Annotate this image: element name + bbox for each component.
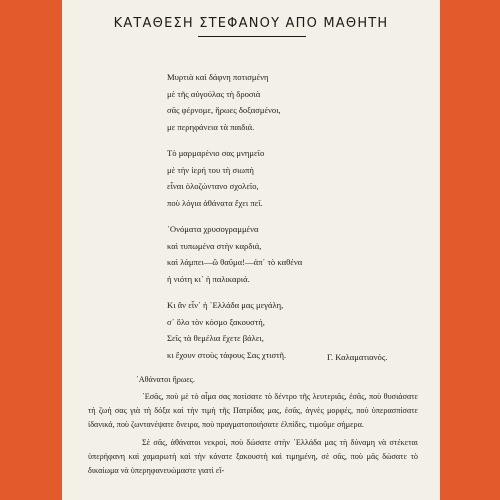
poem-line: καὶ τυπωμένα στὴν καρδιά, [167, 240, 262, 251]
prose-section [88, 373, 418, 481]
poem [167, 69, 417, 363]
title-underline [198, 36, 306, 37]
poem-line: Σεῖς τὰ θεμέλια ἔχετε βάλει, [167, 333, 264, 343]
prose-paragraph: Σὲ σᾶς, ἀθάνατοι νεκροί, ποὺ δώσατε στὴν ῾Ελλάδα μας τὴ δύναμη νὰ στέκεται ὑπερήφανη καὶ χαμαρωτὴ καὶ τὴν κάνατε ξακουστὴ καὶ τιμημένη, σὲ σᾶς, ποὺ μᾶς δώσατε τὸ δικαίωμα νὰ ὑπερηφανευώμαστε γιατὶ εἴ- [88, 437, 418, 476]
poem-line: σ᾿ ὅλο τὸν κόσμο ξακουστή, [167, 316, 265, 327]
prose-paragraph: ᾿Εσᾶς, ποὺ μὲ τὸ αἷμα σας ποτίσατε τὸ δέντρο τῆς λευτεριᾶς, ἐσᾶς, ποὺ θυσιάσατε τὴ ζωή σας γιὰ τὴ δόξα καὶ τὴν τιμὴ τῆς Πατρίδας μας, ἐσᾶς, ἁγνὲς μορφές, ποὺ ὑπερασπίσατε ἰδανικά, ποὺ ζωντανέψατε ὄνειρα, ποὺ πραγματοποιήσατε ἐλπίδες, τιμοῦμε σήμερα. [88, 392, 418, 430]
poem-line: Κι ἂν εἶν᾿ ἡ ῾Ελλάδα μας μεγάλη, [167, 300, 284, 310]
poem-line: εἶναι ὁλοζώντανο σχολεῖο, [167, 181, 259, 191]
poem-line: Τὸ μαρμαρένιο σας μνημεῖο [167, 148, 265, 158]
poem-line: σᾶς φέρνομε, ἥρωες δοξασμένοι, [167, 105, 281, 115]
stanza [167, 69, 417, 135]
poem-line: κι ἔχουν στοὺς τάφους Σας χτιστῆ. [167, 349, 287, 360]
poem-author: Γ. Καλαματιανός. [327, 352, 388, 362]
poem-line: μὲ τὴν ἱερή του τὴ σιωπή [167, 164, 254, 175]
prose-heading: ᾿Αθάνατοι ἥρωες. [136, 375, 195, 384]
poem-line: καὶ λάμπει—ὢ θαῦμα!—ἀπ᾿ τὸ καθένα [167, 257, 303, 267]
poem-line: με περηφάνεια τὰ παιδιά. [167, 121, 255, 132]
poem-line: Μυρτιὰ καὶ δάφνη ποτισμένη [167, 72, 269, 82]
document-page [62, 0, 440, 500]
poem-line: μὲ τῆς αὐγούλας τὴ δροσιὰ [167, 88, 261, 99]
poem-line: ᾿Ονόματα χρυσογραμμένα [167, 224, 259, 234]
stanza [167, 221, 417, 287]
poem-line: ἡ νιότη κι᾿ ἡ παλικαριά. [167, 273, 250, 284]
stanza [167, 145, 417, 211]
page-title: ΚΑΤΑΘΕΣΗ ΣΤΕΦΑΝΟΥ ΑΠΟ ΜΑΘΗΤΗ [113, 16, 389, 31]
poem-line: ποὺ λόγια ἀθάνατα ἔχει πεῖ. [167, 197, 263, 208]
